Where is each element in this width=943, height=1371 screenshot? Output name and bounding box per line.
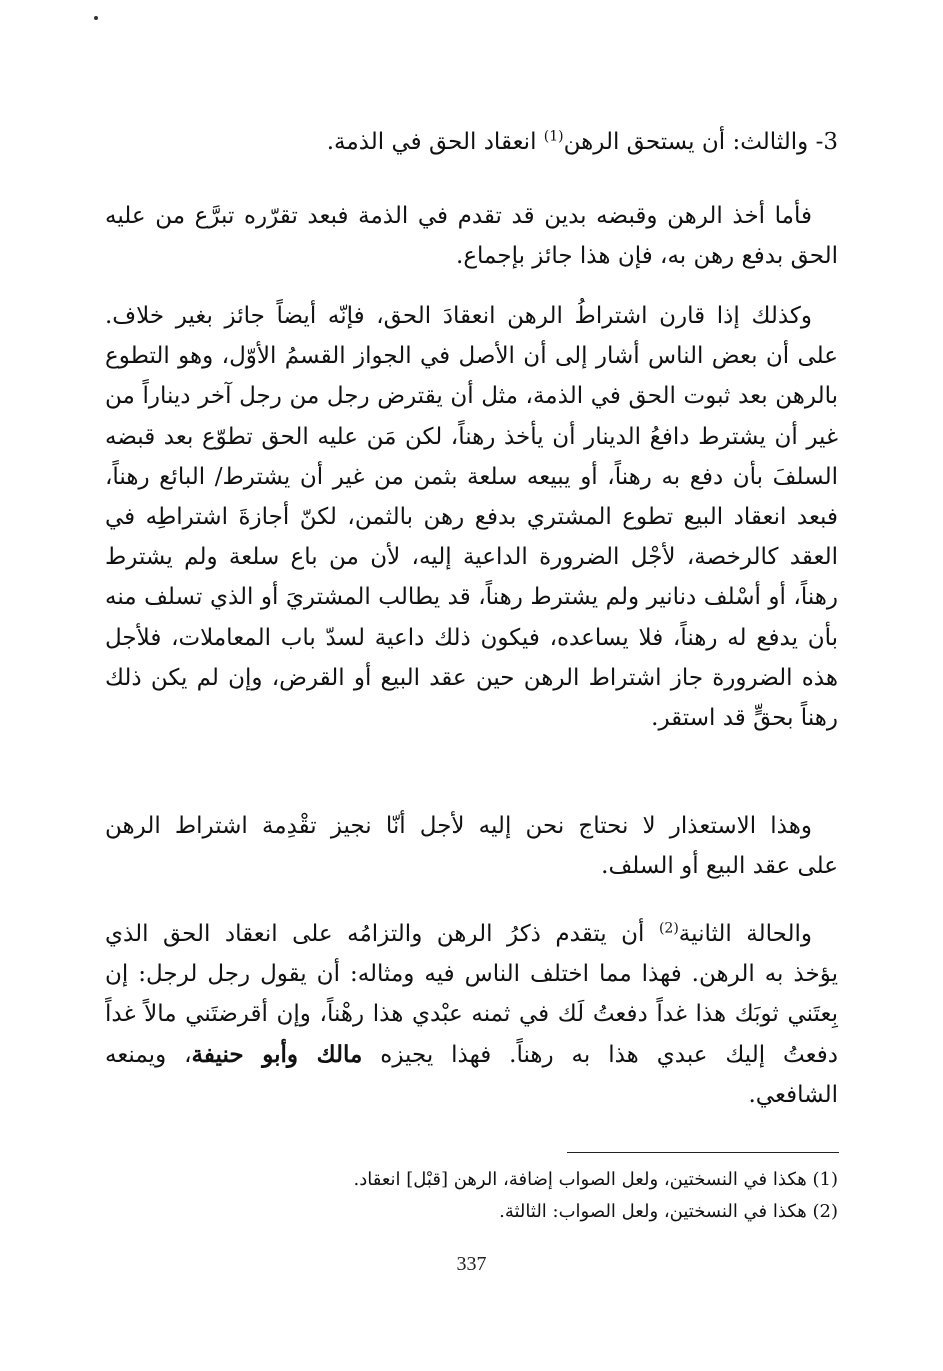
heading-text-end: انعقاد الحق في الذمة.: [326, 129, 544, 155]
paragraph-line: بأن يدفع له رهناً، فلا يساعده، فيكون ذلك داعية لسدّ باب المعاملات، فلأجل: [105, 624, 838, 651]
footnote-2: (2) هكذا في النسختين، ولعل الصواب: الثالثة.: [499, 1201, 838, 1222]
paragraph-5: [105, 914, 838, 1115]
paragraph-line: [105, 1035, 838, 1075]
footnote-ref-2: (2): [658, 920, 679, 937]
paragraph-3: [105, 296, 838, 738]
paragraph-line: وكذلك إذا قارن اشتراطُ الرهن انعقادَ الحق، فإنّه أيضاً جائز بغير خلاف.: [105, 303, 812, 329]
heading-line: [105, 122, 838, 162]
paragraph-line: الحق بدفع رهن به، فإن هذا جائز بإجماع.: [456, 243, 838, 270]
paragraph-line: على عقد البيع أو السلف.: [601, 853, 838, 880]
paragraph-line: العقد كالرخصة، لأجْل الضرورة الداعية إليه، لأن من باع سلعة ولم يشترط: [105, 544, 838, 571]
item-three-heading: [105, 122, 838, 162]
heading-text: 3- والثالث: أن يستحق الرهن: [563, 129, 838, 155]
paragraph-line: فبعد انعقاد البيع تطوع المشتري بدفع رهن بالثمن، لكنّ أجازةَ اشتراطِه في: [105, 503, 838, 530]
footnote-1: (1) هكذا في النسختين، ولعل الصواب إضافة، الرهن [قبْل] انعقاد.: [353, 1169, 838, 1190]
paragraph-line: الشافعي.: [748, 1081, 838, 1108]
paragraph-line: [105, 914, 838, 954]
scan-speck: [94, 16, 98, 20]
paragraph-line: وهذا الاستعذار لا نحتاج نحن إليه لأجل أنّا نجيز تقْدِمة اشتراط الرهن: [105, 813, 812, 839]
paragraph-text: والحالة الثانية: [678, 921, 813, 947]
paragraph-line: على أن بعض الناس أشار إلى أن الأصل في الجواز القسمُ الأوّل، وهو التطوع: [105, 343, 838, 370]
paragraph-line: فأما أخذ الرهن وقبضه بدين قد تقدم في الذمة فبعد تقرّره تبرَّع من عليه: [105, 203, 812, 229]
paragraph-line: رهناً بحقٍّ قد استقر.: [651, 704, 838, 731]
paragraph-line: يؤخذ به الرهن. فهذا مما اختلف الناس فيه ومثاله: أن يقول رجل لرجل: إن: [105, 961, 838, 988]
footnote-separator: [567, 1152, 839, 1153]
paragraph-line: غير أن يشترط دافعُ الدينار أن يأخذ رهناً، لكن مَن عليه الحق تطوّع بعد قبضه: [105, 423, 838, 450]
paragraph-2: [105, 196, 838, 276]
page-number: 337: [456, 1253, 487, 1275]
footnotes: [240, 1164, 838, 1228]
paragraph-line: السلفَ بأن دفع به رهناً، أو يبيعه سلعة بثمن من غير أن يشترط/ البائع رهناً،: [105, 463, 838, 490]
scholar-names: مالك وأبو حنيفة: [191, 1040, 363, 1068]
paragraph-line: هذه الضرورة جاز اشتراط الرهن حين عقد البيع أو القرض، وإن لم يكن ذلك: [105, 664, 838, 691]
paragraph-text: دفعتُ إليك عبدي هذا به رهناً. فهذا يجيزه: [362, 1041, 838, 1068]
paragraph-text: أن يتقدم ذكرُ الرهن والتزامُه على انعقاد الحق الذي: [105, 921, 659, 947]
paragraph-line: بِعتَني ثوبَك هذا غداً دفعتُ لَك في ثمنه عبْدي هذا رهْناً، وإن أقرضتَني مالاً غداً: [105, 1001, 838, 1028]
paragraph-line: رهناً، أو أسْلف دنانير ولم يشترط رهناً، قد يطالب المشتريَ أو الذي تسلف منه: [105, 584, 838, 611]
paragraph-line: بالرهن بعد ثبوت الحق في الذمة، مثل أن يقترض رجل من رجل آخر ديناراً من: [105, 383, 838, 410]
paragraph-4: [105, 806, 838, 886]
footnote-ref-1: (1): [543, 128, 564, 145]
paragraph-text: ، ويمنعه: [105, 1041, 192, 1068]
